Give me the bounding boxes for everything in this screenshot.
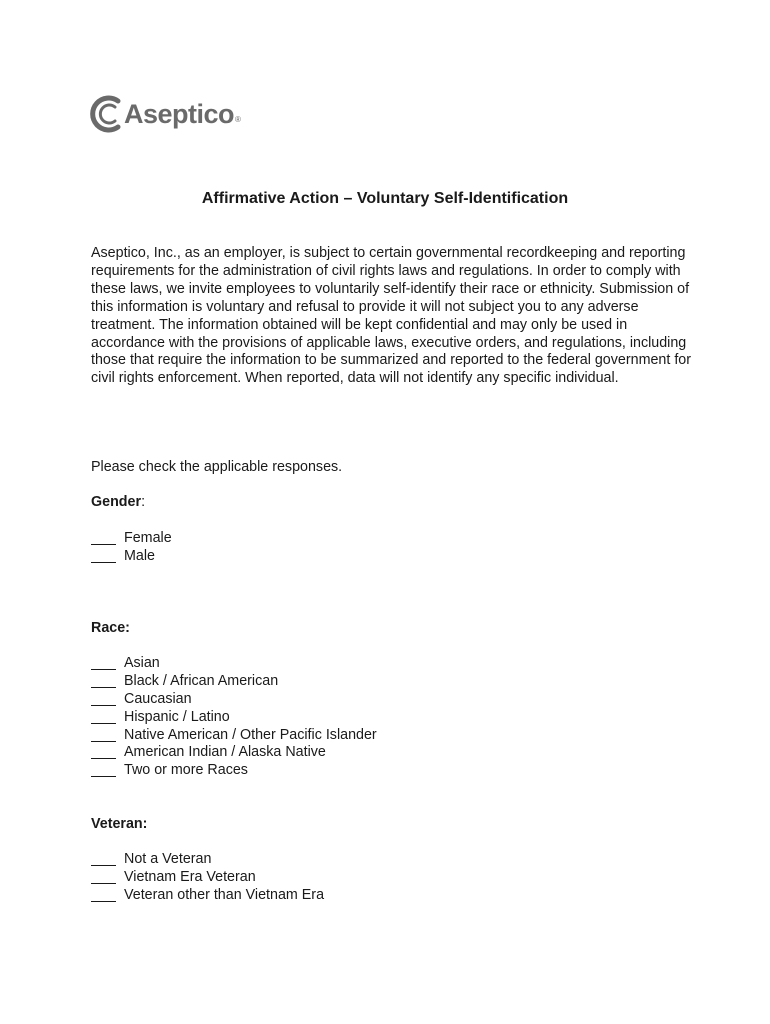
option-label: Veteran other than Vietnam Era <box>124 886 325 903</box>
option-black-african-american <box>91 673 377 691</box>
option-label: Not a Veteran <box>124 851 212 867</box>
option-label: Vietnam Era Veteran <box>124 868 256 885</box>
option-female <box>91 530 172 548</box>
option-label: Black / African American <box>124 672 279 689</box>
option-two-or-more <box>91 762 377 780</box>
option-label: Two or more Races <box>124 762 248 779</box>
option-not-veteran <box>91 851 324 869</box>
gender-label <box>91 493 145 511</box>
option-label: Hispanic / Latino <box>124 708 230 725</box>
race-label <box>91 619 130 637</box>
instruction-text: Please check the applicable responses. <box>91 459 343 475</box>
checkbox-blank[interactable] <box>91 561 116 563</box>
veteran-label-text: Veteran: <box>91 816 148 832</box>
option-label: Asian <box>124 655 160 671</box>
option-label: Caucasian <box>124 690 192 707</box>
option-label: Female <box>124 530 172 546</box>
checkbox-blank[interactable] <box>91 864 116 866</box>
page-title: Affirmative Action – Voluntary Self-Identification <box>201 190 569 207</box>
veteran-options <box>91 851 324 905</box>
checkbox-blank[interactable] <box>91 722 116 724</box>
checkbox-blank[interactable] <box>91 775 116 777</box>
gender-options <box>91 530 172 566</box>
option-native-american <box>91 727 377 745</box>
race-options <box>91 655 377 780</box>
option-american-indian <box>91 744 377 762</box>
option-label: Male <box>124 547 155 564</box>
option-male <box>91 548 172 566</box>
checkbox-blank[interactable] <box>91 543 116 545</box>
option-caucasian <box>91 691 377 709</box>
checkbox-blank[interactable] <box>91 740 116 742</box>
option-asian <box>91 655 377 673</box>
option-vietnam-era-veteran <box>91 869 324 887</box>
option-veteran-other <box>91 887 324 905</box>
registered-mark: ® <box>235 115 241 124</box>
option-hispanic-latino <box>91 709 377 727</box>
veteran-label <box>91 815 147 833</box>
option-label: Native American / Other Pacific Islander <box>124 726 377 743</box>
checkbox-blank[interactable] <box>91 704 116 706</box>
checkbox-blank[interactable] <box>91 900 116 902</box>
intro-paragraph: Aseptico, Inc., as an employer, is subject to certain governmental recordkeeping and reporting requirements for the administration of civil rights laws and regulations. In order to comply with these laws, we invite employees to voluntarily self-identify their race or ethnicity. Submission of this information is voluntary and refusal to provide it will not subject you to any adverse treatment. The information obtained will be kept confidential and may only be used in accordance with the provisions of applicable laws, executive orders, and regulations, including those that require the information to be summarized and reported to the federal government for civil rights enforcement. When reported, data will not identify any specific individual. <box>91 245 692 387</box>
race-label-text: Race: <box>91 620 130 636</box>
checkbox-blank[interactable] <box>91 686 116 688</box>
checkbox-blank[interactable] <box>91 882 116 884</box>
logo-wordmark: Aseptico <box>124 99 235 129</box>
option-label: American Indian / Alaska Native <box>124 744 326 761</box>
checkbox-blank[interactable] <box>91 757 116 759</box>
company-logo <box>90 92 241 136</box>
checkbox-blank[interactable] <box>91 668 116 670</box>
gender-label-colon: : <box>141 494 146 510</box>
gender-label-text: Gender <box>91 494 142 510</box>
